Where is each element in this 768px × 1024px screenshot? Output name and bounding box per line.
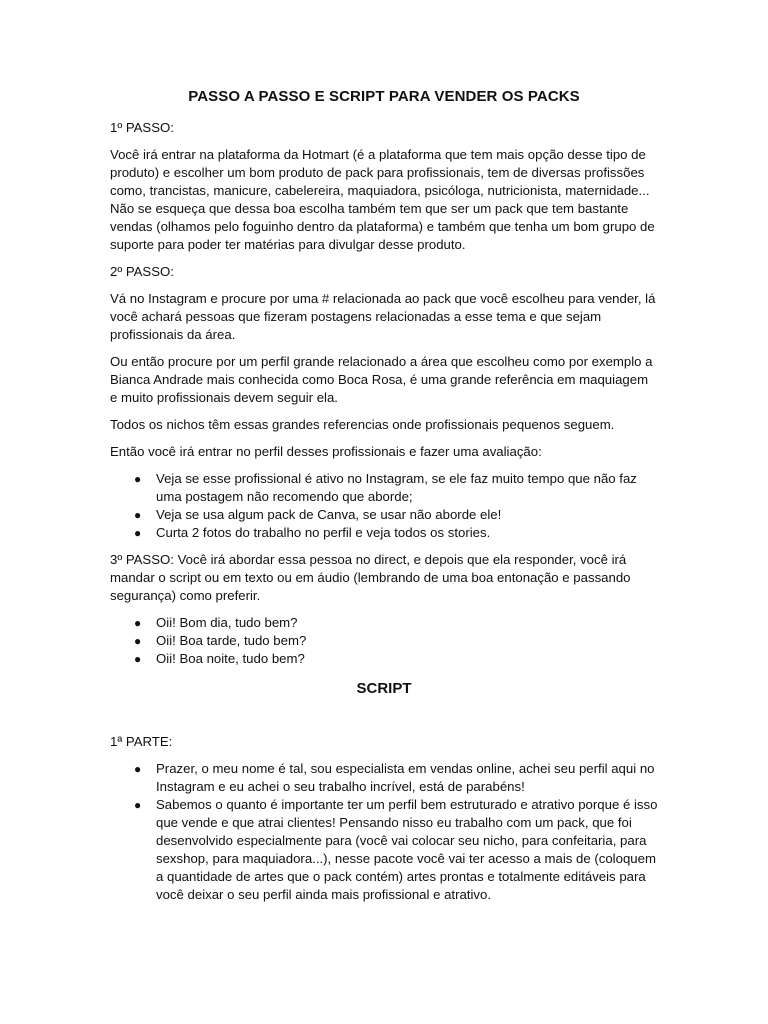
list-item: ● Prazer, o meu nome é tal, sou especialista em vendas online, achei seu perfil aqui no Instagram e eu achei o seu trabalho incrível, está de parabéns! (134, 761, 655, 794)
step2-paragraph-4: Então você irá entrar no perfil desses profissionais e fazer uma avaliação: (110, 444, 542, 459)
list-item: ● Curta 2 fotos do trabalho no perfil e veja todos os stories. (134, 525, 491, 540)
step2-paragraph-3: Todos os nichos têm essas grandes referencias onde profissionais pequenos seguem. (110, 417, 615, 432)
bullet-icon: ● (134, 652, 142, 666)
bullet-icon: ● (134, 472, 142, 486)
step2-paragraph-1: Vá no Instagram e procure por uma # relacionada ao pack que você escolheu para vender, lá você achará pessoas que fizeram postagens relacionadas a esse tema e que sejam profissionais da área. (110, 291, 656, 342)
part1-label: 1ª PARTE: (110, 734, 173, 749)
part1-list (110, 760, 658, 904)
bullet-icon: ● (134, 526, 142, 540)
list-item: ● Oii! Bom dia, tudo bem? (134, 615, 298, 630)
step3-text: 3º PASSO: Você irá abordar essa pessoa no direct, e depois que ela responder, você irá mandar o script ou em texto ou em áudio (lembrando de uma boa entonação e passando segurança) como preferir. (110, 552, 631, 603)
step2-label: 2º PASSO: (110, 264, 174, 279)
list-item: ● Oii! Boa tarde, tudo bem? (134, 633, 307, 648)
document-title: PASSO A PASSO E SCRIPT PARA VENDER OS PACKS (188, 88, 580, 105)
step2-paragraph-2: Ou então procure por um perfil grande relacionado a área que escolheu como por exemplo a Bianca Andrade mais conhecida como Boca Rosa, é uma grande referência em maquiagem e muito profissionais devem seguir ela. (110, 354, 653, 405)
list-item: ● Sabemos o quanto é importante ter um perfil bem estruturado e atrativo porque é isso que vende e que atrai clientes! Pensando nisso eu trabalho com um pack, que foi desenvolvido especialmente para (você vai colocar seu nicho, para confeitaria, para sexshop, para maquiadora...), nesse pacote você vai ter acesso a mais de (coloquem a quantidade de artes que o pack contém) artes prontas e totalmente editáveis para você deixar o seu perfil ainda mais profissional e atrativo. (134, 797, 658, 902)
bullet-icon: ● (134, 508, 142, 522)
bullet-icon: ● (134, 616, 142, 630)
greeting-list (110, 614, 658, 668)
list-item: ● Veja se usa algum pack de Canva, se usar não aborde ele! (134, 507, 502, 522)
step1-label: 1º PASSO: (110, 120, 174, 135)
step2-checklist (110, 470, 658, 542)
bullet-icon: ● (134, 634, 142, 648)
step1-text: Você irá entrar na plataforma da Hotmart (é a plataforma que tem mais opção desse tipo de produto) e escolher um bom produto de pack para profissionais, tem de diversas profissões como, trancistas, manicure, cabelereira, maquiadora, psicóloga, nutricionista, maternidade... Não se esqueça que dessa boa escolha também tem que ser um pack que tem bastante vendas (olhamos pelo foguinho dentro da plataforma) e também que tenha um bom grupo de suporte para poder ter matérias para divulgar desse produto. (110, 147, 655, 252)
list-item: ● Veja se esse profissional é ativo no Instagram, se ele faz muito tempo que não faz uma postagem não recomendo que aborde; (134, 471, 637, 504)
script-section-title: SCRIPT (356, 680, 412, 697)
bullet-icon: ● (134, 762, 142, 776)
list-item: ● Oii! Boa noite, tudo bem? (134, 651, 305, 666)
bullet-icon: ● (134, 798, 142, 812)
